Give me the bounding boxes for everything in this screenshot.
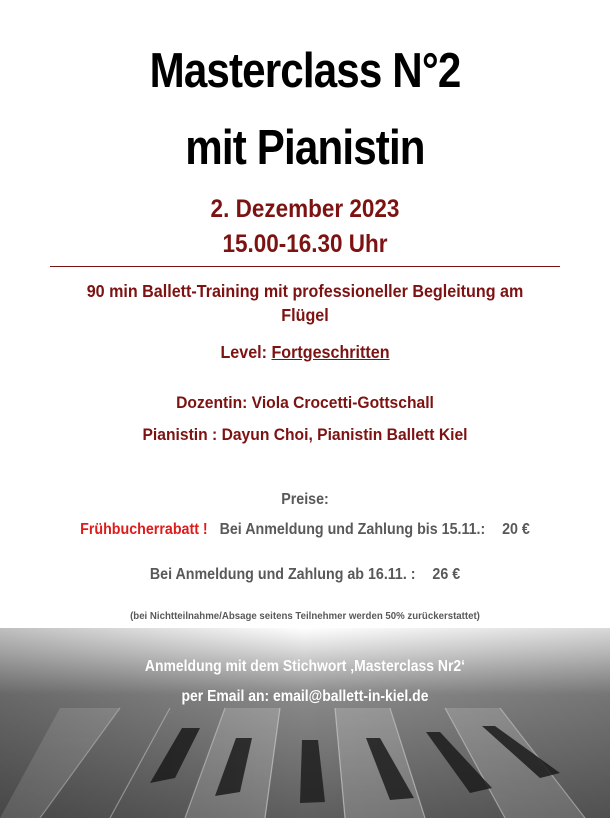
- regular-price-text: Bei Anmeldung und Zahlung ab 16.11. :: [149, 566, 416, 583]
- title-line-2: mit Pianistin: [185, 121, 425, 175]
- piano-keys-image: [0, 628, 610, 818]
- event-description: [24, 279, 585, 327]
- divider-line: [50, 266, 560, 267]
- regular-price-amount: 26 €: [432, 566, 461, 583]
- teacher-line: Dozentin: Viola Crocetti-Gottschall: [176, 393, 434, 412]
- title-line-1: Masterclass N°2: [149, 44, 461, 98]
- early-bird-price-row: [24, 521, 585, 539]
- early-price-amount: 20 €: [502, 521, 530, 538]
- early-price-text: Bei Anmeldung und Zahlung bis 15.11.:: [219, 521, 486, 538]
- level-value: Fortgeschritten: [271, 342, 390, 362]
- prices-label: Preise:: [281, 491, 329, 508]
- registration-email: per Email an: email@ballett-in-kiel.de: [181, 688, 429, 705]
- registration-keyword: Anmeldung mit dem Stichwort ‚Masterclass Nr2‘: [144, 658, 466, 675]
- event-date: 2. Dezember 2023: [210, 195, 400, 223]
- refund-note: (bei Nichtteilnahme/Absage seitens Teilnehmer werden 50% zurückerstattet): [130, 610, 480, 622]
- description-text: 90 min Ballett-Training mit professioneller Begleitung am Flügel: [86, 281, 524, 325]
- level-label: Level:: [220, 342, 267, 362]
- pianist-line: Pianistin : Dayun Choi, Pianistin Ballett Kiel: [142, 425, 468, 444]
- early-bird-label: Frühbucherrabatt !: [80, 521, 208, 538]
- regular-price-row: [24, 566, 585, 584]
- level-line: [24, 342, 585, 363]
- event-time: 15.00-16.30 Uhr: [222, 230, 388, 258]
